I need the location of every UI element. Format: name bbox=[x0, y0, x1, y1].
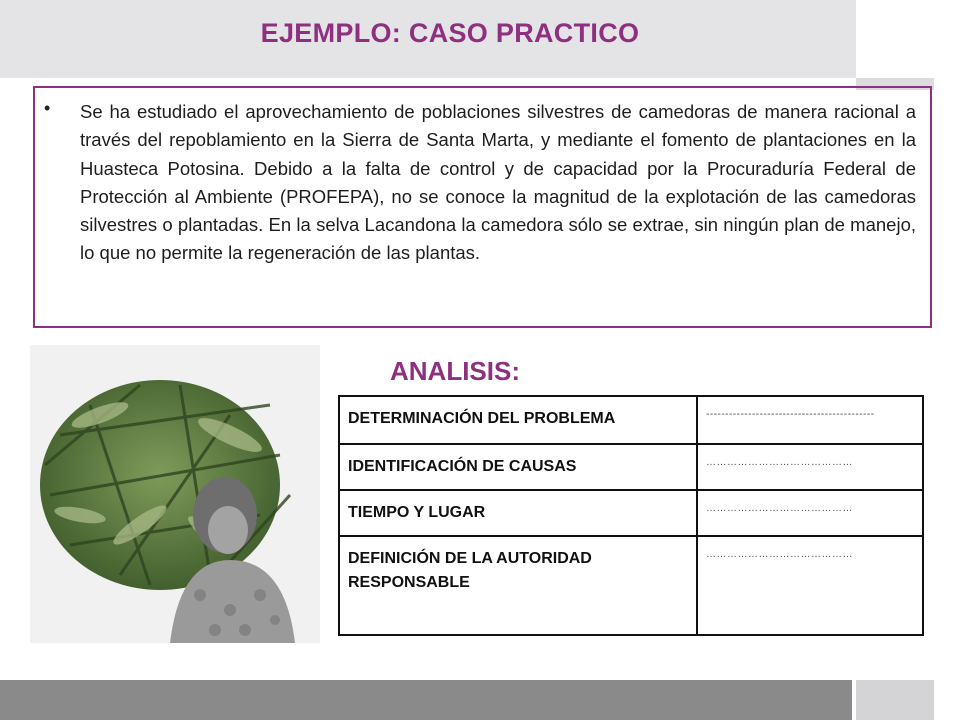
row-value-authority: …………………………………… bbox=[697, 536, 923, 635]
table-row bbox=[339, 490, 923, 536]
table-row bbox=[339, 536, 923, 635]
footer-band-accent bbox=[856, 680, 934, 720]
bullet-icon: • bbox=[44, 98, 51, 118]
woman-carrying-palm-leaves-photo bbox=[30, 345, 320, 643]
table-row bbox=[339, 444, 923, 490]
table-row bbox=[339, 396, 923, 444]
row-label-causes: IDENTIFICACIÓN DE CAUSAS bbox=[339, 444, 697, 490]
row-value-time-place: …………………………………… bbox=[697, 490, 923, 536]
row-value-causes: …………………………………… bbox=[697, 444, 923, 490]
row-label-authority: DEFINICIÓN DE LA AUTORIDAD RESPONSABLE bbox=[339, 536, 697, 635]
analysis-heading: ANALISIS: bbox=[390, 356, 520, 386]
palm-bundle-illustration bbox=[30, 345, 320, 643]
row-value-problem: -------------------------------------------- bbox=[697, 396, 923, 444]
case-description-text: Se ha estudiado el aprovechamiento de poblaciones silvestres de camedoras de manera racional a través del repoblamiento en la Sierra de Santa Marta, y mediante el fomento de plantaciones en la Huasteca Potosina. Debido a la falta de control y de capacidad por la Procuraduría Federal de Protección al Ambiente (PROFEPA), no se conoce la magnitud de la explotación de las camedoras silvestres o plantadas. En la selva Lacandona la camedora sólo se extrae, sin ningún plan de manejo, lo que no permite la regeneración de las plantas. bbox=[80, 101, 916, 264]
slide-title: EJEMPLO: CASO PRACTICO bbox=[260, 18, 640, 48]
analysis-table bbox=[338, 395, 924, 636]
row-label-problem: DETERMINACIÓN DEL PROBLEMA bbox=[339, 396, 697, 444]
row-label-time-place: TIEMPO Y LUGAR bbox=[339, 490, 697, 536]
footer-band bbox=[0, 680, 852, 720]
